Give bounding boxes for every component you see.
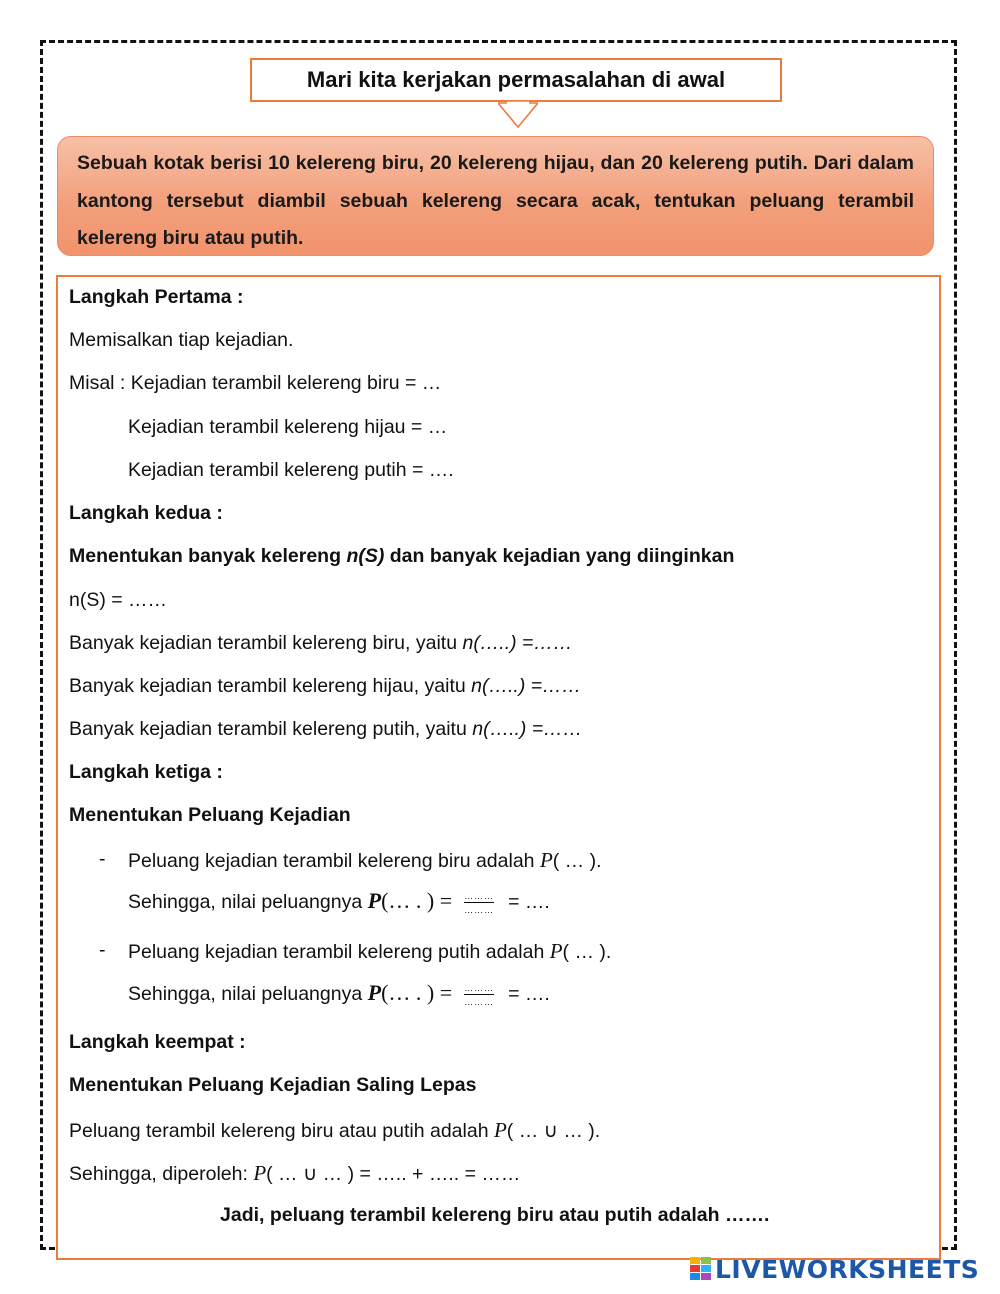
count-hijau-value: n(…..) =……: [471, 675, 582, 697]
liveworksheets-logo: [690, 1252, 990, 1286]
peluang-putih-arg: ( … ).: [562, 941, 612, 963]
page-title: Mari kita kerjakan permasalahan di awal: [306, 67, 726, 92]
p-symbol: P: [493, 1118, 507, 1142]
bullet-putih: -: [99, 939, 106, 961]
logo-blocks-icon: [690, 1257, 712, 1281]
fraction-blank: [464, 891, 494, 915]
peluang-biru-line: [128, 848, 602, 873]
count-putih-line: [69, 718, 582, 741]
p-symbol: P: [253, 1161, 267, 1185]
fraction-blank: [464, 983, 494, 1007]
p-symbol: P: [539, 848, 553, 872]
nilai-putih-line: [128, 980, 550, 1007]
problem-statement: Sebuah kotak berisi 10 kelereng biru, 20 kelereng hijau, dan 20 kelereng putih. Dari dalam kantong tersebut diambil sebuah kelereng secara acak, tentukan peluang terambil kelereng biru atau putih.: [77, 152, 914, 249]
step2-sub-a: Menentukan banyak kelereng: [69, 545, 347, 567]
denominator-blank: ………: [464, 904, 495, 915]
step1-line-biru: Misal : Kejadian terambil kelereng biru = …: [69, 372, 442, 394]
step2-heading: Langkah kedua :: [69, 502, 223, 524]
down-arrow-icon: [498, 101, 538, 129]
denominator-blank: ………: [464, 996, 495, 1007]
result-text: Sehingga, diperoleh:: [69, 1163, 254, 1185]
union-line: [69, 1118, 600, 1143]
union-text: Peluang terambil kelereng biru atau putih adalah: [69, 1120, 494, 1142]
step3-subheading: Menentukan Peluang Kejadian: [69, 804, 351, 826]
peluang-putih-text: Peluang kejadian terambil kelereng putih adalah: [128, 941, 550, 963]
p-symbol: P: [549, 939, 563, 963]
result-expression: ( … ∪ … ) = ….. + ….. = ……: [266, 1163, 521, 1185]
step2-subheading: [69, 545, 734, 568]
p-argument: (… . ) =: [381, 980, 453, 1005]
step1-heading: Langkah Pertama :: [69, 286, 244, 308]
count-biru-line: [69, 632, 572, 655]
step4-subheading: Menentukan Peluang Kejadian Saling Lepas: [69, 1074, 477, 1096]
count-putih-text: Banyak kejadian terambil kelereng putih, yaitu: [69, 718, 473, 740]
numerator-blank: ………: [464, 982, 495, 993]
peluang-biru-text: Peluang kejadian terambil kelereng biru adalah: [128, 850, 540, 872]
step1-line-putih: Kejadian terambil kelereng putih = ….: [128, 459, 454, 481]
title-box: [250, 58, 782, 102]
count-hijau-line: [69, 675, 581, 698]
count-hijau-text: Banyak kejadian terambil kelereng hijau, yaitu: [69, 675, 472, 697]
step4-heading: Langkah keempat :: [69, 1031, 246, 1053]
problem-box: [57, 136, 934, 256]
bullet-biru: -: [99, 848, 106, 870]
result-blank: = ….: [508, 983, 550, 1005]
result-line: [69, 1161, 520, 1186]
step2-sub-b: dan banyak kejadian yang diinginkan: [384, 545, 735, 567]
count-putih-value: n(…..) =……: [472, 718, 583, 740]
conclusion: Jadi, peluang terambil kelereng biru atau putih adalah …….: [220, 1204, 770, 1226]
ns-line: n(S) = ……: [69, 589, 168, 611]
union-arg: ( … ∪ … ).: [506, 1120, 601, 1142]
p-bold-symbol: P: [367, 888, 382, 913]
brand-name: LIVEWORKSHEETS: [715, 1254, 980, 1284]
numerator-blank: ………: [464, 890, 495, 901]
peluang-putih-line: [128, 939, 611, 964]
count-biru-text: Banyak kejadian terambil kelereng biru, yaitu: [69, 632, 463, 654]
step3-heading: Langkah ketiga :: [69, 761, 223, 783]
step2-sub-ns: n(S): [346, 545, 385, 567]
nilai-putih-text: Sehingga, nilai peluangnya: [128, 983, 368, 1005]
step1-line-hijau: Kejadian terambil kelereng hijau = …: [128, 416, 448, 438]
p-bold-symbol: P: [367, 980, 382, 1005]
result-blank: = ….: [508, 891, 550, 913]
peluang-biru-arg: ( … ).: [552, 850, 602, 872]
count-biru-value: n(…..) =……: [462, 632, 573, 654]
step1-intro: Memisalkan tiap kejadian.: [69, 329, 294, 351]
nilai-biru-line: [128, 888, 550, 915]
nilai-biru-text: Sehingga, nilai peluangnya: [128, 891, 368, 913]
p-argument: (… . ) =: [381, 888, 453, 913]
